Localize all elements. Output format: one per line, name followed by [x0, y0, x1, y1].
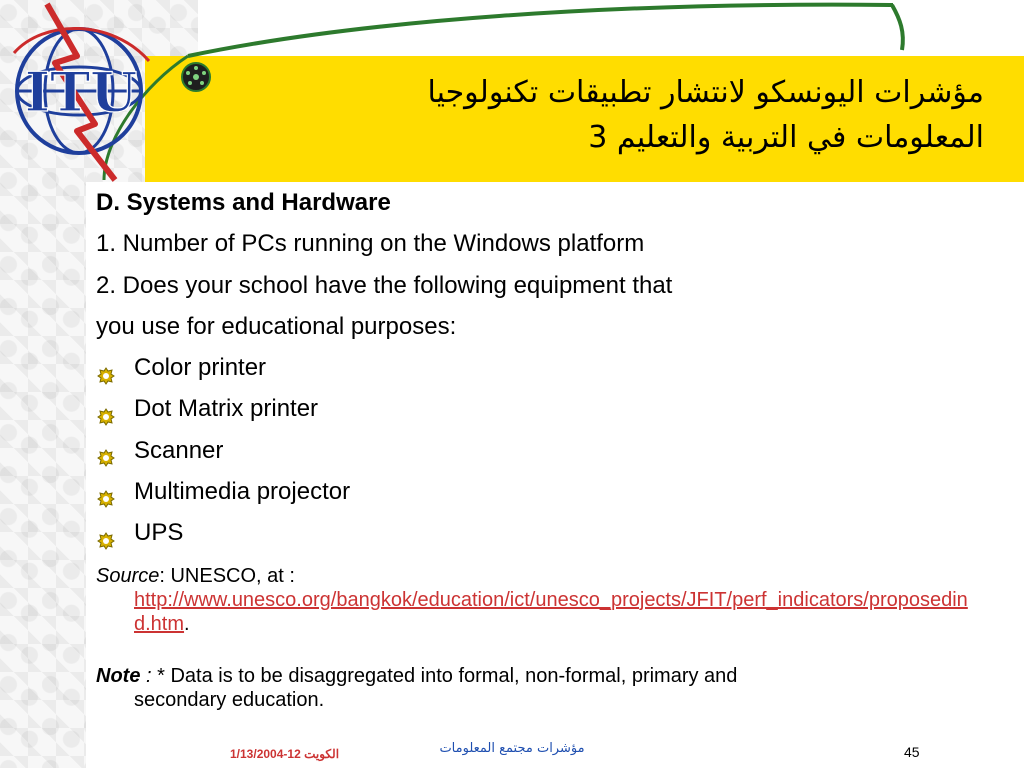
question-1: 1. Number of PCs running on the Windows platform [96, 230, 645, 258]
equipment-list [96, 347, 976, 553]
title-line-1: مؤشرات اليونسكو لانتشار تطبيقات تكنولوجيا [427, 75, 984, 110]
main-content [96, 182, 976, 553]
page-number: 45 [904, 744, 920, 760]
equipment-label: Dot Matrix printer [134, 395, 319, 423]
note-block [96, 664, 976, 712]
list-item [96, 512, 976, 553]
section-heading: D. Systems and Hardware [96, 189, 391, 216]
equipment-label: Color printer [134, 354, 267, 382]
logo-text: ITU [24, 60, 138, 124]
gear-bullet-icon [96, 481, 116, 501]
list-item [96, 388, 976, 429]
equipment-label: UPS [134, 519, 184, 547]
footer-center-text: مؤشرات مجتمع المعلومات [439, 741, 585, 756]
list-item [96, 347, 976, 388]
note-label: Note [96, 665, 141, 687]
note-text: * Data is to be disaggregated into formal, non-formal, primary and [151, 665, 738, 687]
equipment-label: Multimedia projector [134, 477, 351, 505]
list-item [96, 471, 976, 512]
gear-bullet-icon [96, 523, 116, 543]
atom-emblem-icon [179, 60, 213, 94]
gear-bullet-icon [96, 358, 116, 378]
source-url-block [134, 588, 984, 636]
title-line-2: المعلومات في التربية والتعليم 3 [588, 120, 984, 155]
source-period: . [184, 613, 190, 635]
note-colon: : [140, 665, 152, 687]
slide-title [264, 70, 984, 160]
note-line [96, 664, 976, 688]
source-label: Source [96, 565, 160, 587]
source-citation [96, 564, 976, 636]
equipment-label: Scanner [134, 436, 224, 464]
source-line [96, 564, 976, 588]
note-text-line-2: secondary education. [134, 689, 325, 711]
gear-bullet-icon [96, 440, 116, 460]
source-url-link[interactable]: http://www.unesco.org/bangkok/education/ict/unesco_projects/JFIT/perf_indicators/proposedind.htm [134, 589, 968, 635]
footer-date: الكويت 12-1/13/2004 [230, 747, 340, 761]
list-item [96, 430, 976, 471]
question-2-line-1: 2. Does your school have the following equipment that [96, 271, 673, 299]
itu-logo [3, 0, 159, 182]
gear-bullet-icon [96, 399, 116, 419]
question-2-line-2: you use for educational purposes: [96, 312, 457, 340]
source-text: : UNESCO, at : [159, 565, 295, 587]
